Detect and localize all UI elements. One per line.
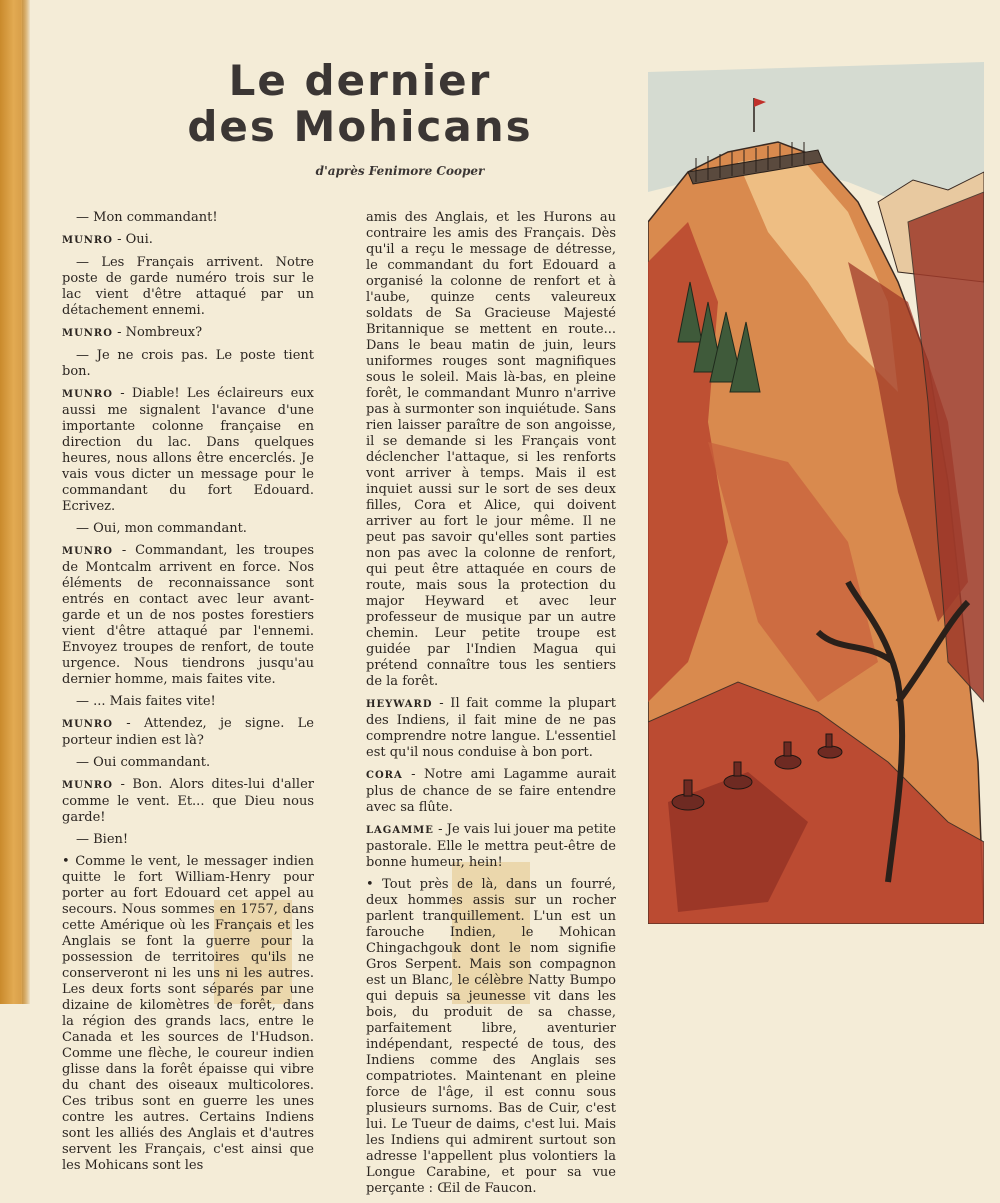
speaker-name: MUNRO — [62, 546, 113, 557]
dialogue-text: - Commandant, les troupes de Montcalm arrivent en force. Nos éléments de reconnaissance sont entrés en contact avec leur avant-garde et un de nos postes forestiers vient d'être attaqué par l'ennemi. Envoyez troupes de renfort, de toute urgence. Nous tiendrons jusqu'au dernier homme, mais faites vite. — [62, 543, 314, 687]
subtitle: d'après Fenimore Cooper — [315, 164, 485, 178]
dialogue-line — [62, 716, 314, 749]
title-block — [110, 58, 610, 178]
dialogue-line — [62, 232, 314, 249]
paragraph: — Bien! — [76, 832, 129, 847]
paragraph: — Je ne crois pas. Le poste tient bon. — [62, 348, 314, 379]
speaker-name: MUNRO — [62, 235, 113, 246]
dialogue-text: - Attendez, je signe. Le porteur indien est là? — [62, 716, 314, 748]
speaker-name: LAGAMME — [366, 825, 434, 836]
dialogue-text: - Il fait comme la plupart des Indiens, il fait mine de ne pas comprendre notre langue. L'essentiel est qu'il nous conduise à bon port. — [366, 696, 616, 760]
narrative-paragraph: amis des Anglais, et les Hurons au contraire les amis des Français. Dès qu'il a reçu le message de détresse, le commandant du fort Edouard a organisé la colonne de renfort et à l'aube, quinze cents valeureux soldats de Sa Gracieuse Majesté Britannique se mettent en route... Dans le beau matin de juin, leurs uniformes rouges sont magnifiques sous le soleil. Mais là-bas, en pleine forêt, le commandant Munro n'arrive pas à surmonter son inquiétude. Sans rien laisser paraître de son angoisse, il se demande si les Français vont déclencher l'attaque, si les renforts vont arriver à temps. Mais il est inquiet aussi sur le sort de ses deux filles, Cora et Alice, qui doivent arriver au fort le jour même. Il ne peut pas savoir qu'elles sont parties non pas avec la colonne de renfort, qui peut être attaquée en cours de route, mais sous la protection du major Heyward et avec leur professeur de musique par un autre chemin. Leur petite troupe est guidée par l'Indien Magua qui prétend connaître tous les sentiers de la forêt. — [366, 210, 616, 689]
illustration-svg — [648, 62, 984, 924]
speaker-name: MUNRO — [62, 780, 113, 791]
paragraph: — Oui commandant. — [76, 755, 211, 770]
dialogue-text: - Diable! Les éclaireurs eux aussi me signalent l'avance d'une importante colonne française en direction du lac. Dans quelques heures, nous allons être encerclés. Je vais vous dicter un message pour le commandant du fort Edouard. Ecrivez. — [62, 386, 314, 514]
text-column-2 — [366, 210, 616, 1203]
dialogue-line — [366, 696, 616, 761]
speaker-name: MUNRO — [62, 389, 113, 400]
paragraph: — ... Mais faites vite! — [76, 694, 216, 709]
dialogue-text: - Notre ami Lagamme aurait plus de chance de se faire entendre avec sa flûte. — [366, 767, 616, 815]
mountain-fort-illustration — [648, 62, 984, 924]
dialogue-text: - Oui. — [112, 232, 153, 247]
speaker-name: MUNRO — [62, 328, 113, 339]
text-column-1 — [62, 210, 314, 1180]
narrative-paragraph: • Comme le vent, le messager indien quitte le fort William-Henry pour porter au fort Edouard cet appel au secours. Nous sommes en 1757, dans cette Amérique où les Français et les Anglais se font la guerre pour la possession de territoires qu'ils ne conserveront ni les uns ni les autres. Les deux forts sont séparés par une dizaine de kilomètres de forêt, dans la région des grands lacs, entre le Canada et les sources de l'Hudson. Comme une flèche, le coureur indien glisse dans la forêt épaisse qui vibre du chant des oiseaux multicolores. Ces tribus sont en guerre les unes contre les autres. Certains Indiens sont les alliés des Anglais et d'autres servent les Français, c'est ainsi que les Mohicans sont les — [62, 854, 314, 1173]
paragraph: — Les Français arrivent. Notre poste de garde numéro trois sur le lac vient d'être attaqué par un détachement ennemi. — [62, 255, 314, 318]
dialogue-text: - Je vais lui jouer ma petite pastorale. Elle le mettra peut-être de bonne humeur, hein! — [366, 822, 616, 870]
paragraph: — Mon commandant! — [76, 210, 218, 225]
dialogue-line — [62, 543, 314, 688]
dialogue-line — [366, 822, 616, 871]
dialogue-text: - Nombreux? — [112, 325, 203, 340]
dialogue-line — [62, 386, 314, 515]
title-line-1: Le dernier — [228, 56, 492, 105]
dialogue-line — [62, 325, 314, 342]
dialogue-line — [62, 777, 314, 826]
dialogue-text: - Bon. Alors dites-lui d'aller comme le vent. Et... que Dieu nous garde! — [62, 777, 314, 825]
book-spine-edge — [0, 0, 30, 1004]
speaker-name: CORA — [366, 770, 403, 781]
speaker-name: MUNRO — [62, 719, 113, 730]
dialogue-line — [366, 767, 616, 816]
title-line-2: des Mohicans — [187, 102, 533, 151]
page-title — [110, 58, 610, 150]
paragraph: — Oui, mon commandant. — [76, 521, 247, 536]
speaker-name: HEYWARD — [366, 699, 433, 710]
narrative-paragraph: • Tout près de là, dans un fourré, deux hommes assis sur un rocher parlent tranquillement. L'un est un farouche Indien, le Mohican Chingachgouk dont le nom signifie Gros Serpent. Mais son compagnon est un Blanc, le célèbre Natty Bumpo qui depuis sa jeunesse vit dans les bois, du produit de sa chasse, parfaitement libre, aventurier indépendant, respecté de tous, des Indiens comme des Anglais ses compatriotes. Maintenant en pleine force de l'âge, il est connu sous plusieurs surnoms. Bas de Cuir, c'est lui. Le Tueur de daims, c'est lui. Mais les Indiens qui admirent surtout son adresse l'appellent plus volontiers la Longue Carabine, et pour sa vue perçante : Œil de Faucon. — [366, 877, 616, 1196]
